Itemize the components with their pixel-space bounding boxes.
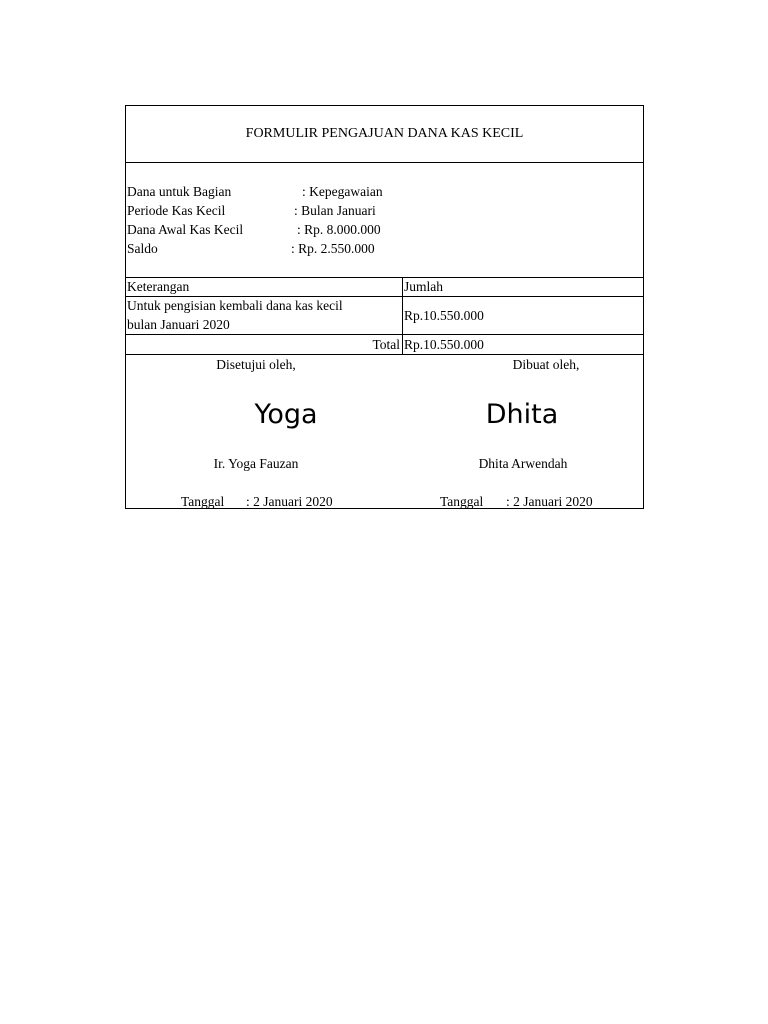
creator-signature: Dhita — [485, 399, 559, 430]
approver-signature: Yoga — [254, 399, 318, 430]
creator-date-value: : 2 Januari 2020 — [506, 494, 593, 509]
creator-name: Dhita Arwendah — [478, 456, 568, 471]
info-label-dana-awal: Dana Awal Kas Kecil — [127, 222, 244, 237]
info-label-bagian: Dana untuk Bagian — [127, 184, 232, 199]
approver-date-value: : 2 Januari 2020 — [246, 494, 333, 509]
table-cell-desc-line1: Untuk pengisian kembali dana kas kecil — [127, 298, 343, 313]
info-label-saldo: Saldo — [127, 241, 158, 256]
table-cell-amount: Rp.10.550.000 — [404, 308, 484, 323]
approver-date-label: Tanggal — [181, 494, 225, 509]
petty-cash-form — [125, 105, 644, 509]
info-value-bagian: : Kepegawaian — [302, 184, 383, 199]
info-value-saldo: : Rp. 2.550.000 — [291, 241, 375, 256]
total-amount: Rp.10.550.000 — [404, 337, 484, 352]
creator-date-label: Tanggal — [440, 494, 484, 509]
approved-by-caption: Disetujui oleh, — [216, 357, 296, 372]
info-value-periode: : Bulan Januari — [294, 203, 376, 218]
info-label-periode: Periode Kas Kecil — [127, 203, 226, 218]
total-label: Total — [372, 337, 400, 352]
approver-name: Ir. Yoga Fauzan — [213, 456, 299, 471]
table-top-border — [126, 277, 643, 278]
form-title: FORMULIR PENGAJUAN DANA KAS KECIL — [245, 126, 524, 141]
info-value-dana-awal: : Rp. 8.000.000 — [297, 222, 381, 237]
table-cell-desc-line2: bulan Januari 2020 — [127, 317, 230, 332]
table-column-divider — [402, 277, 403, 354]
created-by-caption: Dibuat oleh, — [512, 357, 580, 372]
table-header-keterangan: Keterangan — [127, 279, 190, 294]
table-header-jumlah: Jumlah — [404, 279, 443, 294]
title-divider — [126, 162, 643, 163]
